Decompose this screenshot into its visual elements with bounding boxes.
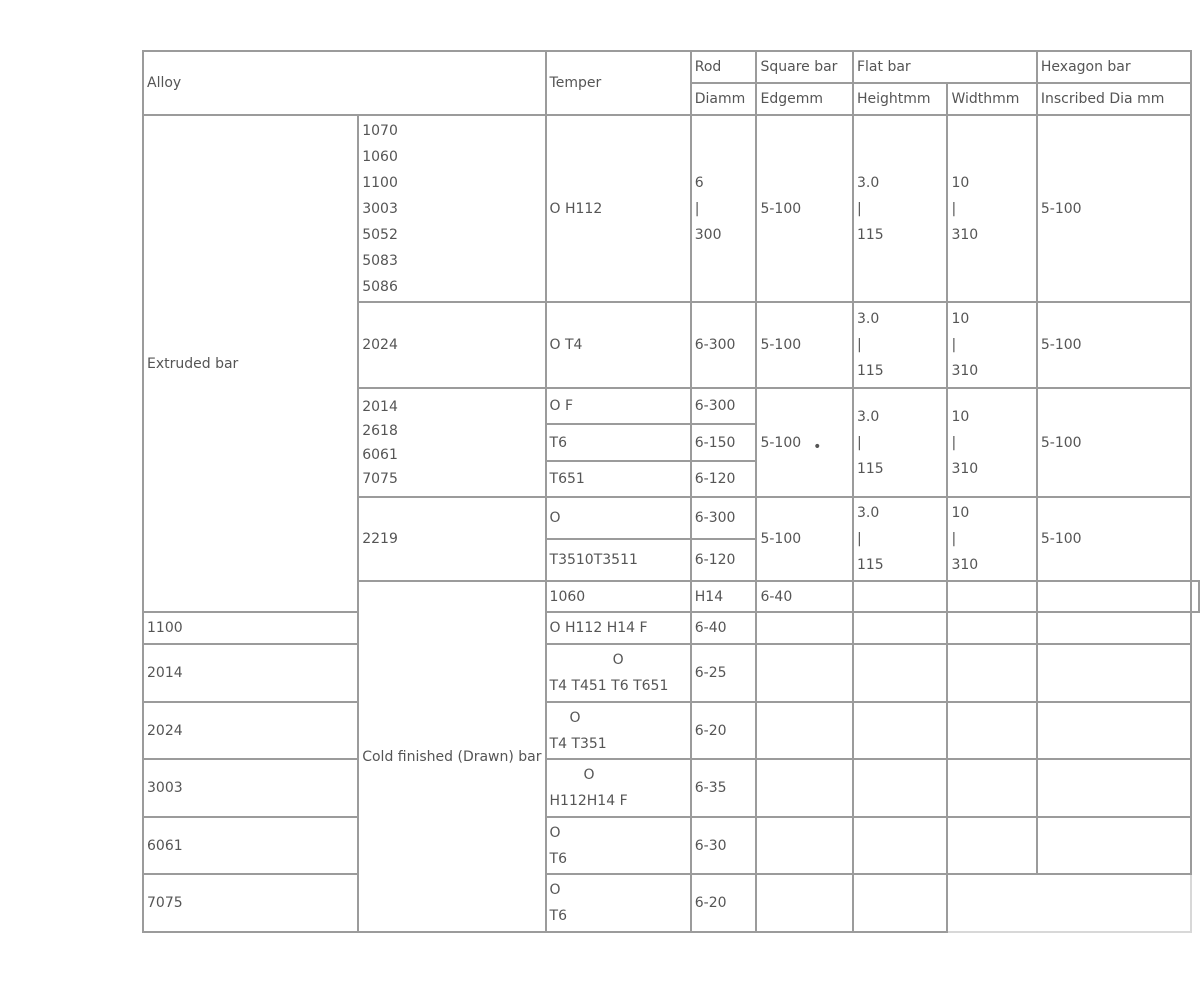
width-cell: 10 | 310: [947, 302, 1036, 388]
empty-cell: [756, 874, 853, 932]
empty-cell: [853, 817, 947, 874]
rod-cell: 6 | 300: [691, 115, 757, 302]
height-cell: 3.0 | 115: [853, 302, 947, 388]
header-square-edge: Edgemm: [756, 83, 853, 115]
alloy-cell: 2014: [143, 644, 358, 702]
height-cell: 3.0 | 115: [853, 388, 947, 497]
temper-cell: O H112: [546, 115, 691, 302]
rod-cell: 6-20: [691, 874, 757, 932]
height-cell: 3.0 | 115: [853, 497, 947, 581]
cold-finished-bar-label: Cold finished (Drawn) bar: [358, 581, 545, 932]
square-cell: 5-100: [756, 115, 853, 302]
temper-cell: O T4: [546, 302, 691, 388]
empty-cell: [947, 874, 1191, 932]
alloy-cell: 1100: [143, 612, 358, 644]
rod-cell: 6-120: [691, 539, 757, 581]
rod-cell: 6-300: [691, 388, 757, 424]
header-hex-inscribed: Inscribed Dia mm: [1037, 83, 1191, 115]
alloy-dimensions-table: [142, 50, 1200, 933]
alloy-cell: 2024: [358, 302, 545, 388]
rod-cell: 6-35: [691, 759, 757, 817]
rod-cell: 6-25: [691, 644, 757, 702]
alloy-cell: 2024: [143, 702, 358, 759]
empty-cell: [1037, 612, 1191, 644]
empty-cell: [947, 759, 1036, 817]
empty-cell: [1191, 581, 1199, 612]
empty-cell: [1037, 817, 1191, 874]
square-cell: 5-100: [756, 302, 853, 388]
temper-cell: O H112H14 F: [546, 759, 691, 817]
rod-cell: 6-300: [691, 497, 757, 539]
empty-cell: [947, 612, 1036, 644]
temper-cell: O: [546, 497, 691, 539]
extruded-bar-label: Extruded bar: [143, 115, 358, 612]
header-rod-diameter: Diamm: [691, 83, 757, 115]
rod-cell: 6-40: [691, 612, 757, 644]
empty-cell: [853, 581, 947, 612]
alloy-cell: 1070 1060 1100 3003 5052 5083 5086: [358, 115, 545, 302]
width-cell: 10 | 310: [947, 388, 1036, 497]
header-temper: Temper: [546, 51, 691, 115]
temper-cell: T6: [546, 424, 691, 461]
alloy-cell: 2014 2618 6061 7075: [358, 388, 545, 497]
width-cell: 10 | 310: [947, 115, 1036, 302]
header-rod: Rod: [691, 51, 757, 83]
alloy-cell: 3003: [143, 759, 358, 817]
temper-cell: O H112 H14 F: [546, 612, 691, 644]
width-cell: 10 | 310: [947, 497, 1036, 581]
empty-cell: [947, 817, 1036, 874]
hex-cell: 5-100: [1037, 388, 1191, 497]
empty-cell: [947, 581, 1036, 612]
temper-cell: O F: [546, 388, 691, 424]
rod-cell: 6-120: [691, 461, 757, 497]
alloy-cell: 6061: [143, 817, 358, 874]
empty-cell: [1037, 702, 1191, 759]
empty-cell: [853, 874, 947, 932]
alloy-cell: 7075: [143, 874, 358, 932]
temper-cell: T3510T3511: [546, 539, 691, 581]
empty-cell: [756, 612, 853, 644]
empty-cell: [853, 612, 947, 644]
temper-cell: T651: [546, 461, 691, 497]
header-flat-width: Widthmm: [947, 83, 1036, 115]
hex-cell: 5-100: [1037, 497, 1191, 581]
header-hexagon-bar: Hexagon bar: [1037, 51, 1191, 83]
temper-cell: O T4 T451 T6 T651: [546, 644, 691, 702]
rod-cell: 6-300: [691, 302, 757, 388]
empty-cell: [853, 759, 947, 817]
temper-cell: O T6: [546, 817, 691, 874]
hex-cell: 5-100: [1037, 302, 1191, 388]
temper-cell: H14: [691, 581, 757, 612]
empty-cell: [853, 644, 947, 702]
alloy-cell: 1060: [546, 581, 691, 612]
empty-cell: [853, 702, 947, 759]
height-cell: 3.0 | 115: [853, 115, 947, 302]
empty-cell: [947, 702, 1036, 759]
header-alloy: Alloy: [143, 51, 546, 115]
alloy-cell: 2219: [358, 497, 545, 581]
empty-cell: [1037, 581, 1191, 612]
empty-cell: [756, 759, 853, 817]
temper-cell: O T6: [546, 874, 691, 932]
empty-cell: [1037, 644, 1191, 702]
square-cell: 5-100 •: [756, 388, 853, 497]
rod-cell: 6-40: [756, 581, 853, 612]
rod-cell: 6-30: [691, 817, 757, 874]
dot-mark: •: [813, 438, 822, 455]
empty-cell: [756, 817, 853, 874]
square-cell: 5-100: [756, 497, 853, 581]
rod-cell: 6-20: [691, 702, 757, 759]
empty-cell: [947, 644, 1036, 702]
header-flat-bar: Flat bar: [853, 51, 1037, 83]
empty-cell: [756, 644, 853, 702]
temper-cell: O T4 T351: [546, 702, 691, 759]
hex-cell: 5-100: [1037, 115, 1191, 302]
empty-cell: [756, 702, 853, 759]
header-flat-height: Heightmm: [853, 83, 947, 115]
rod-cell: 6-150: [691, 424, 757, 461]
empty-cell: [1037, 759, 1191, 817]
header-square-bar: Square bar: [756, 51, 853, 83]
